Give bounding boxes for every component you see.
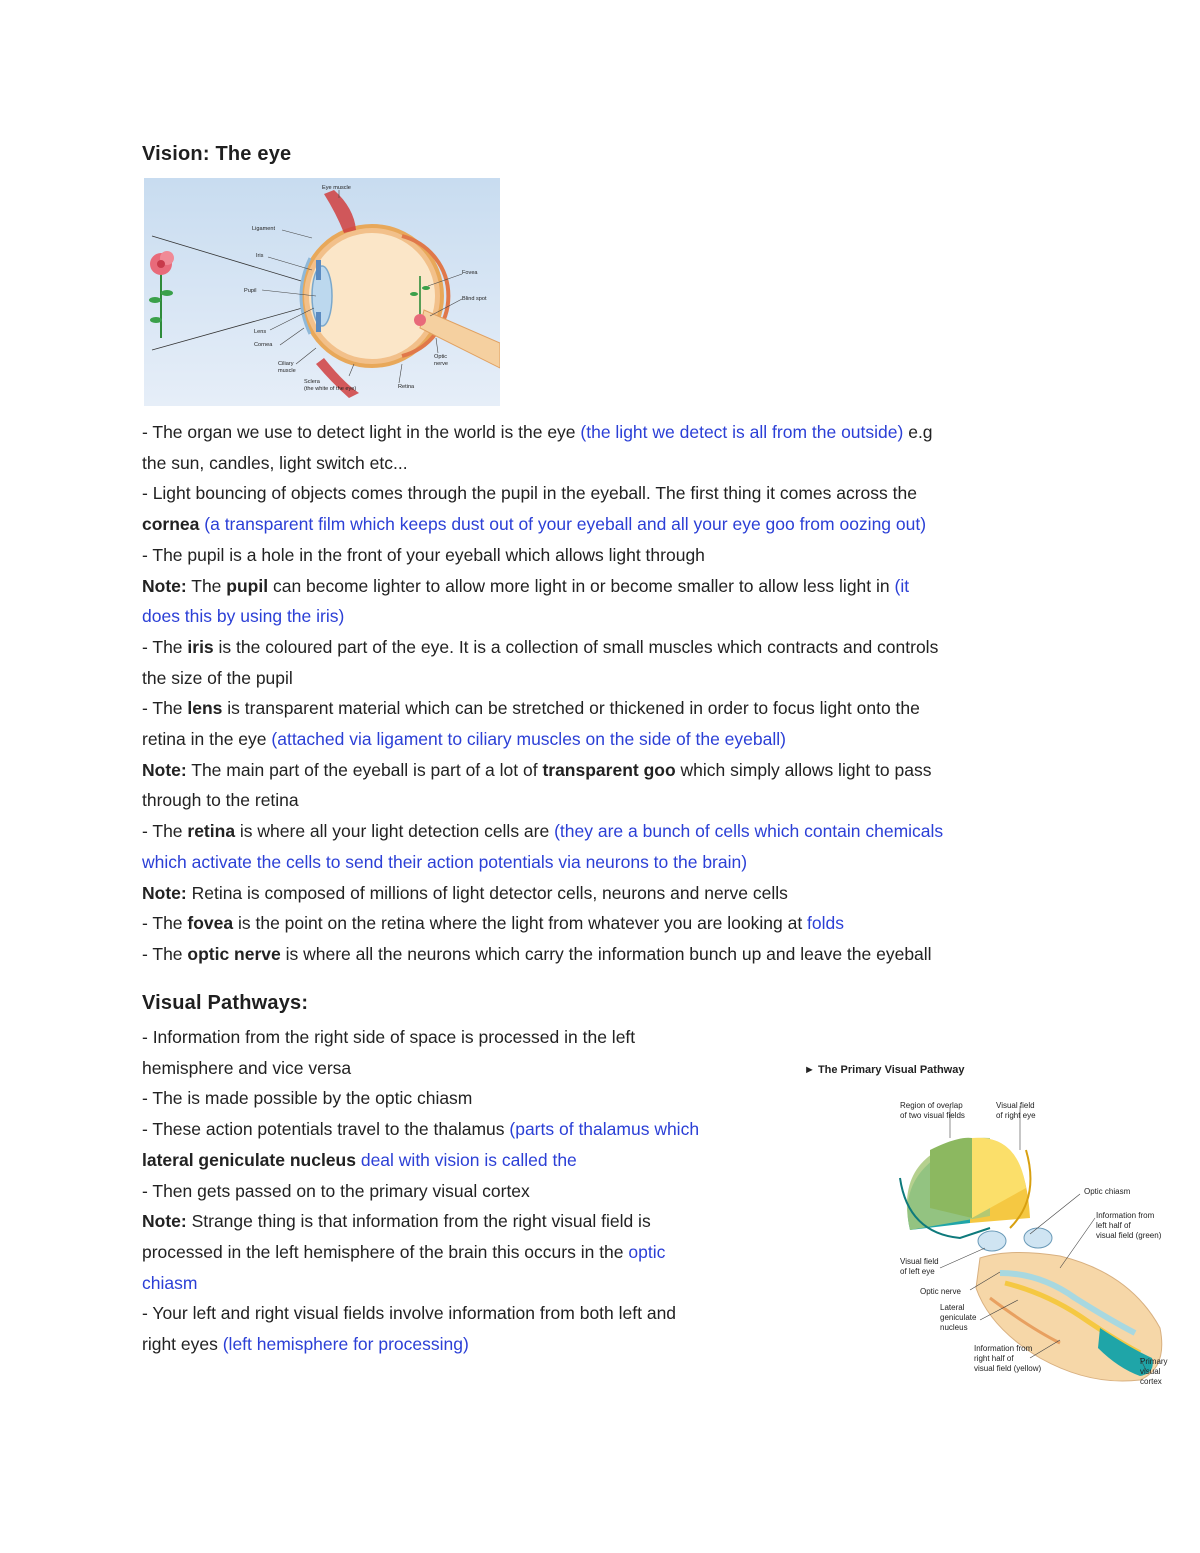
body-text: right eyes [142, 1334, 223, 1355]
body-text: - The [142, 821, 188, 842]
body-text: Strange thing is that information from the right visual field is [186, 1211, 651, 1232]
text-line [142, 632, 1062, 663]
label-yellow-info-2: right half of [974, 1354, 1014, 1363]
bold-term: Note: [142, 575, 187, 596]
label-overlap-2: of two visual fields [900, 1111, 965, 1120]
body-text: - Light bouncing of objects comes through the pupil in the eyeball. The first thing it comes across the [142, 483, 917, 504]
text-line [142, 571, 1062, 602]
text-line [142, 1053, 802, 1084]
annotation-text: (they are a bunch of cells which contain chemicals [554, 821, 944, 842]
body-text: - Your left and right visual fields involve information from both left and [142, 1303, 677, 1324]
label-optic-nerve: Optic nerve [920, 1287, 961, 1296]
text-line [142, 417, 1062, 448]
annotation-text: folds [807, 913, 845, 934]
text-line [142, 785, 1062, 816]
body-text: the size of the pupil [142, 667, 293, 688]
visual-fields-diagram [900, 1106, 1030, 1238]
label-yellow-info-3: visual field (yellow) [974, 1364, 1042, 1373]
text-line [142, 693, 1062, 724]
body-text: is the point on the retina where the light from whatever you are looking at [233, 913, 808, 934]
label-right-field-2: of right eye [996, 1111, 1036, 1120]
label-lgn-1: Lateral [940, 1303, 965, 1312]
label-iris: Iris [256, 253, 264, 259]
body-text: - The [142, 698, 188, 719]
body-text: retina in the eye [142, 729, 272, 750]
text-line [142, 724, 1062, 755]
text-line [142, 448, 1062, 479]
bold-term: lens [187, 698, 223, 719]
body-text: Retina is composed of millions of light detector cells, neurons and nerve cells [186, 882, 788, 903]
body-text: hemisphere and vice versa [142, 1057, 352, 1078]
label-green-info-3: visual field (green) [1096, 1231, 1162, 1240]
body-text: is transparent material which can be stretched or thickened in order to focus light onto the [222, 698, 920, 719]
vision-notes [142, 417, 1062, 970]
text-line [142, 1022, 802, 1053]
body-text: the sun, candles, light switch etc... [142, 452, 408, 473]
text-line [142, 1268, 802, 1299]
bold-term: Note: [142, 882, 187, 903]
label-v1-3: cortex [1140, 1377, 1162, 1386]
text-line [142, 878, 1062, 909]
label-lens: Lens [254, 329, 267, 335]
label-optic-chiasm: Optic chiasm [1084, 1187, 1131, 1196]
annotation-text: deal with vision is called the [360, 1149, 577, 1170]
label-v1-1: Primary [1140, 1357, 1168, 1366]
label-cornea: Cornea [254, 342, 273, 348]
text-line [142, 1298, 802, 1329]
bold-term: retina [187, 821, 236, 842]
text-line [142, 1114, 802, 1145]
annotation-text: (the light we detect is all from the outside) [580, 422, 904, 442]
bold-term: cornea [142, 514, 200, 535]
body-text: The [186, 575, 227, 596]
body-text: e.g [903, 422, 933, 442]
body-text: - These action potentials travel to the thalamus [142, 1119, 510, 1140]
body-text: - Then gets passed on to the primary visual cortex [142, 1180, 530, 1201]
label-yellow-info-1: Information from [974, 1344, 1033, 1353]
body-text: - The [142, 943, 188, 964]
body-text: is where all the neurons which carry the information bunch up and leave the eyeball [280, 943, 932, 964]
section-title-visual-pathways: Visual Pathways: [142, 992, 309, 1014]
body-text: - The is made possible by the optic chiasm [142, 1088, 473, 1109]
body-text: is the coloured part of the eye. It is a collection of small muscles which contracts and controls [213, 636, 939, 657]
annotation-text: (attached via ligament to ciliary muscles on the side of the eyeball) [271, 729, 786, 750]
annotation-text: (it [894, 575, 910, 596]
body-text: The main part of the eyeball is part of a lot of [186, 759, 543, 780]
text-line [142, 601, 1062, 632]
text-line [142, 1083, 802, 1114]
annotation-text: (parts of thalamus which [509, 1119, 700, 1140]
bold-term: Note: [142, 759, 187, 780]
text-line [142, 1176, 802, 1207]
text-line [142, 663, 1062, 694]
section-title-vision: Vision: The eye [142, 143, 292, 165]
text-line [142, 478, 1062, 509]
label-blind-spot: Blind spot [462, 296, 487, 302]
text-line [142, 509, 1062, 540]
label-ciliary-1: Ciliary [278, 361, 294, 367]
text-line [142, 755, 1062, 786]
label-lgn-3: nucleus [940, 1323, 968, 1332]
eye-anatomy-figure [144, 178, 500, 406]
text-line [142, 939, 1062, 970]
bold-term: optic nerve [187, 943, 281, 964]
label-pupil: Pupil [244, 288, 257, 294]
label-fovea: Fovea [462, 270, 478, 276]
text-line [142, 540, 1062, 571]
annotation-text: (left hemisphere for processing) [222, 1334, 469, 1355]
body-text: is where all your light detection cells are [235, 821, 555, 842]
annotation-text: chiasm [142, 1272, 198, 1293]
label-optic-1: Optic [434, 354, 448, 360]
body-text: - The organ we use to detect light in the world is the eye [142, 422, 581, 442]
bold-term: pupil [226, 575, 269, 596]
label-green-info-2: left half of [1096, 1221, 1131, 1230]
label-retina: Retina [398, 384, 415, 390]
text-line [142, 1145, 802, 1176]
bold-term: iris [187, 636, 214, 657]
annotation-text: which activate the cells to send their action potentials via neurons to the brain) [142, 851, 748, 872]
text-line [142, 1237, 802, 1268]
text-line [142, 1206, 802, 1237]
figure-heading: ► The Primary Visual Pathway [804, 1064, 965, 1076]
body-text: processed in the left hemisphere of the brain this occurs in the [142, 1241, 629, 1262]
body-text: - The [142, 913, 188, 934]
body-text: - The pupil is a hole in the front of your eyeball which allows light through [142, 544, 705, 565]
annotation-text: optic [628, 1241, 666, 1262]
text-line [142, 908, 1062, 939]
body-text: - The [142, 636, 188, 657]
body-text: which simply allows light to pass [675, 759, 932, 780]
visual-pathway-figure [800, 1058, 1180, 1398]
label-eye-muscle: Eye muscle [322, 185, 351, 191]
body-text: through to the retina [142, 790, 299, 811]
bold-term: lateral geniculate nucleus [142, 1149, 356, 1170]
label-sclera-2: (the white of the eye) [304, 386, 357, 392]
bold-term: fovea [187, 913, 234, 934]
annotation-text: (a transparent film which keeps dust out of your eyeball and all your eye goo from oozing out) [204, 514, 927, 535]
visual-pathway-notes [142, 1022, 802, 1360]
label-sclera-1: Sclera [304, 379, 320, 385]
text-line [142, 847, 1062, 878]
text-line [142, 816, 1062, 847]
label-optic-2: nerve [434, 361, 448, 367]
label-ligament: Ligament [252, 226, 276, 232]
label-lgn-2: geniculate [940, 1313, 977, 1322]
label-overlap-1: Region of overlap [900, 1101, 963, 1110]
label-ciliary-2: muscle [278, 368, 296, 374]
body-text: can become lighter to allow more light in or become smaller to allow less light in [268, 575, 895, 596]
label-v1-2: visual [1140, 1367, 1161, 1376]
body-text: - Information from the right side of space is processed in the left [142, 1027, 636, 1047]
label-right-field-1: Visual field [996, 1101, 1035, 1110]
bold-term: transparent goo [542, 759, 676, 780]
label-left-field-1: Visual field [900, 1257, 939, 1266]
label-green-info-1: Information from [1096, 1211, 1155, 1220]
bold-term: Note: [142, 1211, 187, 1232]
annotation-text: does this by using the iris) [142, 606, 345, 627]
label-left-field-2: of left eye [900, 1267, 935, 1276]
text-line [142, 1329, 802, 1360]
